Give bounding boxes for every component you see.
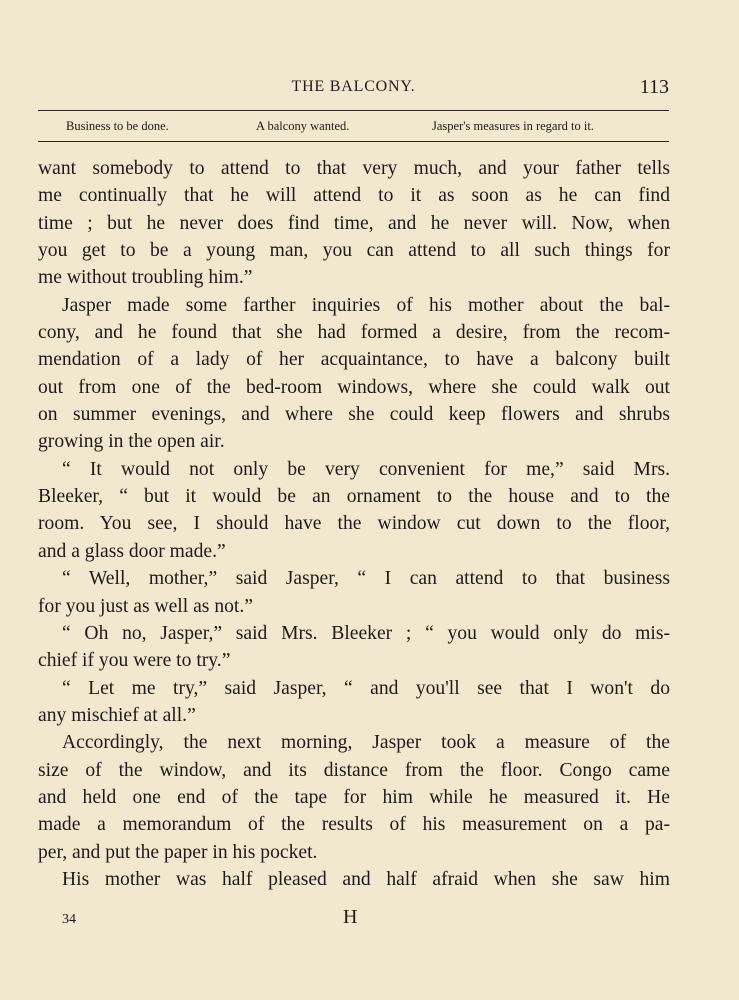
page-footer bbox=[38, 906, 669, 936]
text-line: “ Oh no, Jasper,” said Mrs. Bleeker ; “ you would only do mis- bbox=[62, 622, 670, 644]
page-number: 113 bbox=[639, 76, 669, 98]
text-line: time ; but he never does find time, and he never will. Now, when bbox=[38, 212, 670, 234]
text-line: chief if you were to try.” bbox=[38, 650, 231, 672]
text-line: and held one end of the tape for him while he measured it. He bbox=[38, 786, 670, 808]
text-line: growing in the open air. bbox=[38, 431, 225, 453]
text-line: mendation of a lady of her acquaintance, to have a balcony built bbox=[38, 349, 670, 371]
text-line: “ Well, mother,” said Jasper, “ I can attend to that business bbox=[62, 568, 670, 590]
text-line: me continually that he will attend to it as soon as he can find bbox=[38, 185, 670, 207]
text-line: Accordingly, the next morning, Jasper took a measure of the bbox=[62, 732, 670, 754]
text-line: cony, and he found that she had formed a desire, from the recom- bbox=[38, 322, 670, 344]
running-head bbox=[38, 76, 669, 102]
text-line: Jasper made some farther inquiries of his mother about the bal- bbox=[62, 294, 670, 316]
gathering-mark: H bbox=[343, 906, 358, 928]
sidenote-business: Business to be done. bbox=[66, 119, 169, 133]
text-line: per, and put the paper in his pocket. bbox=[38, 841, 318, 863]
text-line: room. You see, I should have the window cut down to the floor, bbox=[38, 513, 670, 535]
signature-mark: 34 bbox=[62, 912, 76, 927]
text-line: “ It would not only be very convenient for me,” said Mrs. bbox=[62, 458, 670, 480]
text-line: “ Let me try,” said Jasper, “ and you'll see that I won't do bbox=[62, 677, 670, 699]
sidenote-measures: Jasper's measures in regard to it. bbox=[432, 119, 594, 133]
text-line: me without troubling him.” bbox=[38, 267, 253, 289]
text-line: you get to be a young man, you can attend to all such things for bbox=[38, 240, 670, 262]
sidenote-bar bbox=[38, 119, 669, 137]
text-line: Bleeker, “ but it would be an ornament to the house and to the bbox=[38, 486, 670, 508]
text-line: out from one of the bed-room windows, where she could walk out bbox=[38, 376, 670, 398]
header-rule-top bbox=[38, 110, 669, 111]
text-line: any mischief at all.” bbox=[38, 704, 196, 726]
text-line: want somebody to attend to that very much, and your father tells bbox=[38, 158, 670, 179]
body-text bbox=[38, 155, 670, 893]
text-line: size of the window, and its distance from the floor. Congo came bbox=[38, 759, 670, 781]
running-title: THE BALCONY. bbox=[291, 78, 416, 95]
sidenote-balcony: A balcony wanted. bbox=[256, 119, 350, 133]
text-line: His mother was half pleased and half afraid when she saw him bbox=[62, 868, 670, 890]
text-line: on summer evenings, and where she could keep flowers and shrubs bbox=[38, 404, 670, 426]
text-line: and a glass door made.” bbox=[38, 540, 226, 562]
text-line: for you just as well as not.” bbox=[38, 595, 253, 617]
text-line: made a memorandum of the results of his measurement on a pa- bbox=[38, 814, 670, 836]
header-rule-bottom bbox=[38, 141, 669, 142]
